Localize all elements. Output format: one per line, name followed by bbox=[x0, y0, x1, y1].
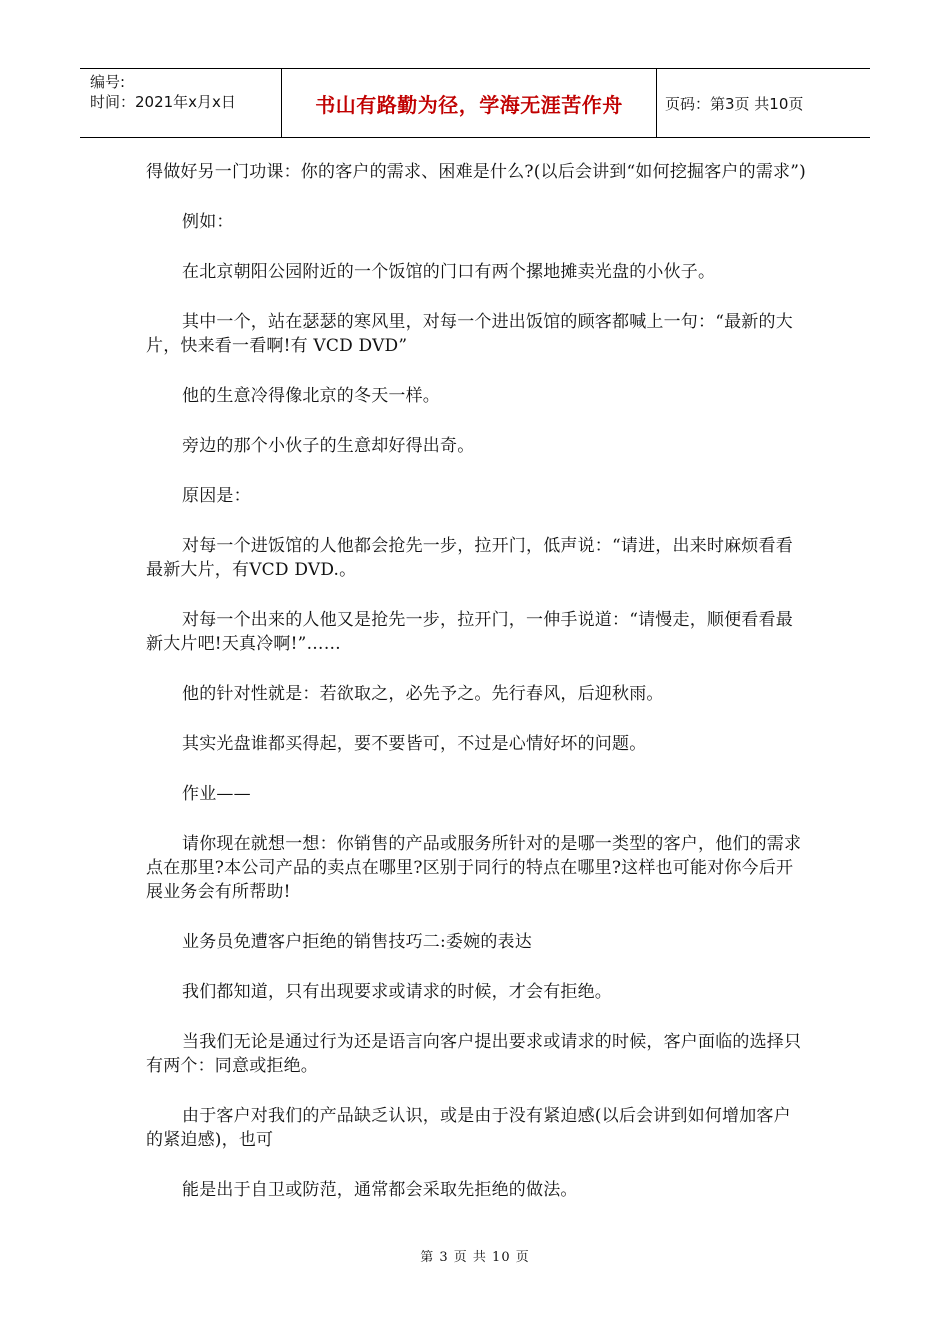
paragraph: 能是出于自卫或防范，通常都会采取先拒绝的做法。 bbox=[182, 1180, 578, 1200]
date-line: 时间：2021年x月x日 bbox=[90, 93, 236, 111]
paragraph: 他的生意冷得像北京的冬天一样。 bbox=[182, 386, 440, 406]
paragraph: 在北京朝阳公园附近的一个饭馆的门口有两个摞地摊卖光盘的小伙子。 bbox=[182, 262, 716, 282]
paragraph: 请你现在就想一想：你销售的产品或服务所针对的是哪一类型的客户，他们的需求点在那里?本公司产品的卖点在哪里?区别于同行的特点在哪里?这样也可能对你今后开展业务会有所帮助! bbox=[146, 834, 802, 902]
header-page-info: 页码：第3页 共10页 bbox=[665, 94, 804, 113]
paragraph: 由于客户对我们的产品缺乏认识，或是由于没有紧迫感(以后会讲到如何增加客户的紧迫感)，也可 bbox=[146, 1106, 791, 1150]
paragraph: 我们都知道，只有出现要求或请求的时候，才会有拒绝。 bbox=[182, 982, 612, 1002]
paragraph: 旁边的那个小伙子的生意却好得出奇。 bbox=[182, 436, 475, 456]
header-meta-cell bbox=[80, 69, 282, 137]
paragraph: 其实光盘谁都买得起，要不要皆可，不过是心情好坏的问题。 bbox=[182, 734, 647, 754]
document-body bbox=[146, 160, 806, 1202]
paragraph: 原因是： bbox=[182, 486, 251, 506]
paragraph: 当我们无论是通过行为还是语言向客户提出要求或请求的时候，客户面临的选择只有两个：同意或拒绝。 bbox=[146, 1032, 802, 1076]
section-heading: 业务员免遭客户拒绝的销售技巧二:委婉的表达 bbox=[182, 932, 532, 952]
paragraph: 其中一个，站在瑟瑟的寒风里，对每一个进出饭馆的顾客都喊上一句：“最新的大片，快来看一看啊!有 VCD DVD” bbox=[146, 312, 793, 356]
paragraph: 作业—— bbox=[182, 784, 251, 804]
paragraph: 得做好另一门功课：你的客户的需求、困难是什么?(以后会讲到“如何挖掘客户的需求”) bbox=[146, 162, 806, 182]
paragraph: 对每一个进饭馆的人他都会抢先一步，拉开门，低声说：“请进，出来时麻烦看看最新大片，有VCD DVD.。 bbox=[146, 536, 793, 580]
paragraph: 对每一个出来的人他又是抢先一步，拉开门，一伸手说道：“请慢走，顺便看看最新大片吧!天真冷啊!”…… bbox=[146, 610, 793, 654]
header-table bbox=[80, 68, 870, 138]
page-footer: 第 3 页 共 10 页 bbox=[420, 1250, 530, 1265]
paragraph: 他的针对性就是：若欲取之，必先予之。先行春风，后迎秋雨。 bbox=[182, 684, 664, 704]
number-label: 编号: bbox=[90, 73, 126, 91]
paragraph: 例如： bbox=[182, 212, 234, 232]
header-motto: 书山有路勤为径，学海无涯苦作舟 bbox=[282, 69, 657, 137]
